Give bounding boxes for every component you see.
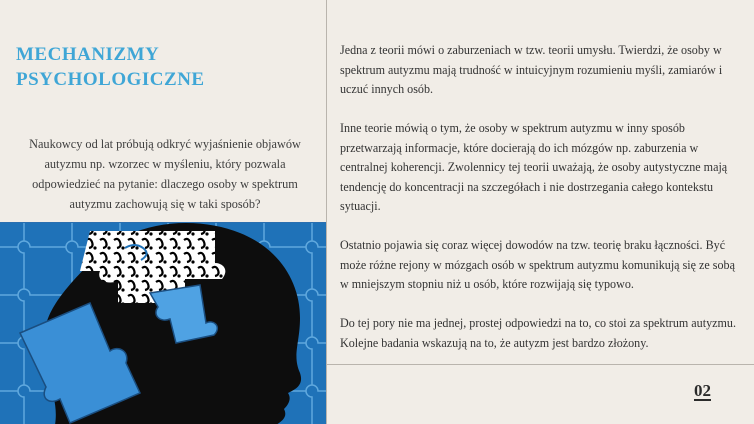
head-puzzle-illustration — [0, 222, 326, 424]
intro-text: Naukowcy od lat próbują odkryć wyjaśnienie objawów autyzmu np. wzorzec w myśleniu, który pozwala odpowiedzieć na pytanie: dlaczego osoby w spektrum autyzmu zachowują się w taki sposób? — [29, 137, 301, 211]
page-number: 02 — [694, 381, 711, 400]
vertical-divider — [326, 0, 327, 424]
title-line-1: MECHANIZMY — [16, 44, 160, 65]
page-title — [16, 42, 316, 92]
paragraph-3: Ostatnio pojawia się coraz więcej dowodów na tzw. teorię braku łączności. Być może różne rejony w mózgach osób w spektrum autyzmu komunikują się ze sobą w mniejszym stopniu niż u osób, które rozwijają się typowo. — [340, 238, 735, 291]
title-line-2: PSYCHOLOGICZNE — [16, 69, 205, 90]
body-text — [340, 41, 740, 373]
paragraph-2: Inne teorie mówią o tym, że osoby w spektrum autyzmu w inny sposób przetwarzają informacje, które docierają do ich mózgów np. zaburzenia w centralnej koherencji. Zwolennicy tej teorii uważają, że osoby autystyczne mają tendencję do koncentracji na szczegółach i nie dostrzegania całego kontekstu sytuacji. — [340, 121, 728, 213]
paragraph-1: Jedna z teorii mówi o zaburzeniach w tzw. teorii umysłu. Twierdzi, że osoby w spektrum autyzmu mają trudność w intuicyjnym rozumieniu myśli, zamiarów i uczuć innych osób. — [340, 43, 723, 96]
paragraph-4: Do tej pory nie ma jednej, prostej odpowiedzi na to, co stoi za spektrum autyzmu. Kolejne badania wskazują na to, że autyzm jest bardzo złożony. — [340, 316, 736, 350]
